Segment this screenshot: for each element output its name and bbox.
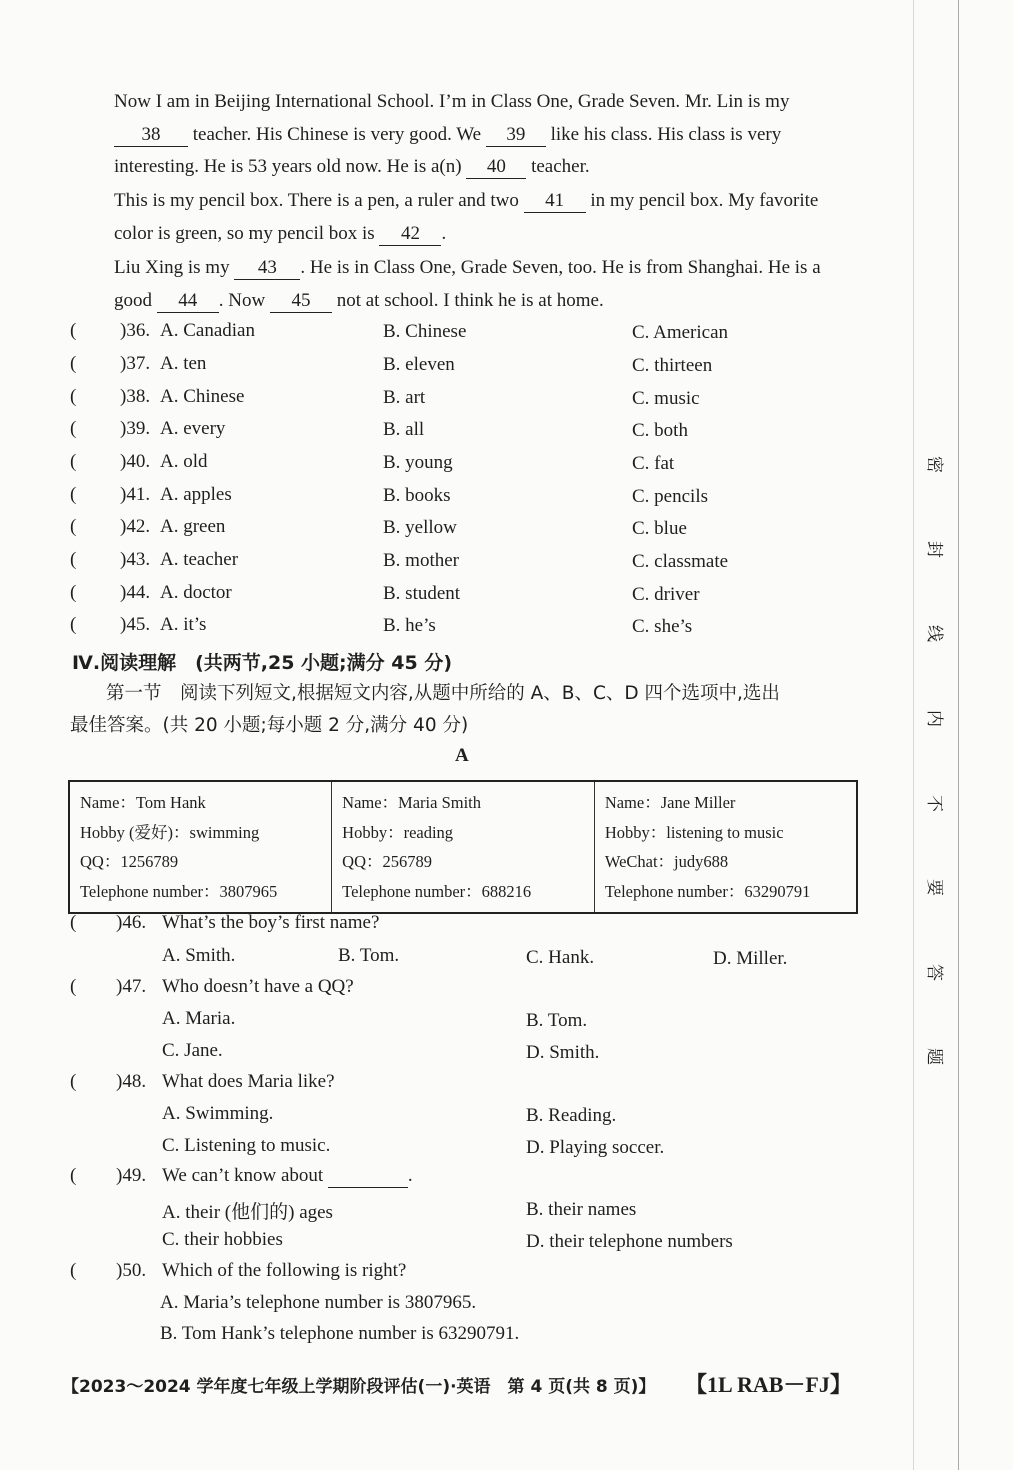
seal-char: 要: [924, 879, 944, 896]
question-50: ( )50. Which of the following is right?: [70, 1260, 407, 1281]
blank-40[interactable]: 40: [466, 156, 526, 179]
option-47-a[interactable]: A. Maria.: [162, 1008, 236, 1029]
seal-line: [958, 0, 959, 1470]
blank-38[interactable]: 38: [114, 124, 188, 147]
cloze-question-43: ( )43. A. teacher B. mother C. classmate: [70, 549, 729, 572]
option-37-a[interactable]: A. ten: [160, 353, 207, 374]
option-44-a[interactable]: A. doctor: [160, 582, 232, 603]
cloze-paragraph-1: Now I am in Beijing International School. I’m in Class One, Grade Seven. Mr. Lin is my 38 teacher. His Chinese is very good. We 39 like his class. His class is very interesting. He is 53 years old now. He is a(n) 40 teacher.: [114, 91, 790, 177]
info-card-tom: Name：Tom Hank Hobby (爱好)：swimming QQ：1256789 Telephone number：3807965: [69, 781, 332, 913]
option-39-a[interactable]: A. every: [160, 418, 226, 439]
cloze-question-45: ( )45. A. it’s B. he’s C. she’s: [70, 614, 693, 637]
cloze-question-44: ( )44. A. doctor B. student C. driver: [70, 582, 700, 605]
option-48-b[interactable]: B. Reading.: [526, 1105, 617, 1126]
info-table: [68, 780, 858, 914]
blank-45[interactable]: 45: [270, 290, 332, 313]
seal-char: 不: [924, 795, 944, 812]
blank-43[interactable]: 43: [234, 257, 300, 280]
cloze-question-37: ( )37. A. ten B. eleven C. thirteen: [70, 353, 713, 376]
option-37-c[interactable]: C. thirteen: [632, 355, 713, 376]
option-46-d[interactable]: D. Miller.: [713, 948, 788, 969]
option-42-b[interactable]: B. yellow: [383, 517, 457, 538]
seal-char: 密: [924, 456, 944, 473]
option-45-c[interactable]: C. she’s: [632, 616, 693, 637]
cloze-question-40: ( )40. A. old B. young C. fat: [70, 451, 675, 474]
option-43-b[interactable]: B. mother: [383, 550, 459, 571]
option-49-c[interactable]: C. their hobbies: [162, 1229, 283, 1250]
option-47-c[interactable]: C. Jane.: [162, 1040, 223, 1061]
seal-char: 封: [924, 541, 944, 558]
seal-char: 答: [924, 964, 944, 981]
option-45-a[interactable]: A. it’s: [160, 614, 207, 635]
option-39-b[interactable]: B. all: [383, 419, 425, 440]
option-44-c[interactable]: C. driver: [632, 584, 700, 605]
option-38-b[interactable]: B. art: [383, 387, 426, 408]
option-49-b[interactable]: B. their names: [526, 1199, 637, 1220]
question-48: ( )48. What does Maria like?: [70, 1071, 335, 1092]
cloze-question-36: ( )36. A. Canadian B. Chinese C. American: [70, 320, 729, 343]
option-41-a[interactable]: A. apples: [160, 484, 232, 505]
option-39-c[interactable]: C. both: [632, 420, 688, 441]
option-38-a[interactable]: A. Chinese: [160, 386, 245, 407]
seal-char: 内: [924, 710, 944, 727]
option-36-a[interactable]: A. Canadian: [160, 320, 255, 341]
paper-code: 【1L RAB－FJ】: [685, 1372, 852, 1397]
section-instructions: 第一节 阅读下列短文,根据短文内容,从题中所给的 A、B、C、D 四个选项中,选出 最佳答案。(共 20 小题;每小题 2 分,满分 40 分): [70, 683, 780, 736]
option-40-c[interactable]: C. fat: [632, 453, 675, 474]
option-48-c[interactable]: C. Listening to music.: [162, 1135, 331, 1156]
blank-42[interactable]: 42: [379, 223, 441, 246]
cloze-paragraph-3: Liu Xing is my 43 . He is in Class One, Grade Seven, too. He is from Shanghai. He is a good 44 . Now 45 not at school. I think he is at home.: [114, 257, 821, 311]
option-44-b[interactable]: B. student: [383, 583, 461, 604]
seal-char: 线: [924, 625, 944, 642]
option-42-c[interactable]: C. blue: [632, 518, 687, 539]
cloze-question-39: ( )39. A. every B. all C. both: [70, 418, 688, 441]
option-47-d[interactable]: D. Smith.: [526, 1042, 600, 1063]
cloze-paragraph-2: This is my pencil box. There is a pen, a ruler and two 41 in my pencil box. My favorite color is green, so my pencil box is 42 .: [114, 190, 819, 244]
option-36-b[interactable]: B. Chinese: [383, 321, 467, 342]
option-45-b[interactable]: B. he’s: [383, 615, 436, 636]
option-43-c[interactable]: C. classmate: [632, 551, 729, 572]
question-49: ( )49. We can’t know about .: [70, 1165, 413, 1186]
option-40-a[interactable]: A. old: [160, 451, 208, 472]
option-42-a[interactable]: A. green: [160, 516, 226, 537]
option-43-a[interactable]: A. teacher: [160, 549, 239, 570]
seal-char: 题: [924, 1048, 944, 1065]
option-49-d[interactable]: D. their telephone numbers: [526, 1231, 733, 1252]
page-footer: 【2023～2024 学年度七年级上学期阶段评估(一)·英语 第 4 页(共 8 页)】: [62, 1377, 656, 1397]
section-heading: Ⅳ.阅读理解 (共两节,25 小题;满分 45 分): [72, 652, 453, 674]
option-49-a[interactable]: A. their (他们的) ages: [162, 1202, 333, 1223]
info-card-jane: Name：Jane Miller Hobby：listening to music WeChat：judy688 Telephone number：63290791: [594, 781, 857, 913]
option-47-b[interactable]: B. Tom.: [526, 1010, 588, 1031]
option-48-a[interactable]: A. Swimming.: [162, 1103, 274, 1124]
info-card-maria: Name：Maria Smith Hobby：reading QQ：256789 Telephone number：688216: [332, 781, 595, 913]
cloze-question-41: ( )41. A. apples B. books C. pencils: [70, 484, 708, 507]
option-46-b[interactable]: B. Tom.: [338, 945, 400, 966]
option-36-c[interactable]: C. American: [632, 322, 729, 343]
option-50-a[interactable]: A. Maria’s telephone number is 3807965.: [160, 1292, 477, 1313]
question-47: ( )47. Who doesn’t have a QQ?: [70, 976, 354, 997]
option-40-b[interactable]: B. young: [383, 452, 453, 473]
option-41-c[interactable]: C. pencils: [632, 486, 708, 507]
blank-39[interactable]: 39: [486, 124, 546, 147]
blank-41[interactable]: 41: [524, 190, 586, 213]
cloze-question-42: ( )42. A. green B. yellow C. blue: [70, 516, 687, 539]
option-48-d[interactable]: D. Playing soccer.: [526, 1137, 665, 1158]
blank-44[interactable]: 44: [157, 290, 219, 313]
option-41-b[interactable]: B. books: [383, 485, 451, 506]
option-50-b[interactable]: B. Tom Hank’s telephone number is 63290791.: [160, 1323, 520, 1344]
option-46-c[interactable]: C. Hank.: [526, 947, 595, 968]
option-38-c[interactable]: C. music: [632, 388, 700, 409]
option-37-b[interactable]: B. eleven: [383, 354, 455, 375]
option-46-a[interactable]: A. Smith.: [162, 945, 236, 966]
question-46: ( )46. What’s the boy’s first name?: [70, 912, 380, 933]
binding-margin-line: [913, 0, 914, 1470]
passage-label: A: [455, 745, 469, 766]
cloze-question-38: ( )38. A. Chinese B. art C. music: [70, 386, 700, 409]
blank-49[interactable]: [328, 1165, 408, 1188]
